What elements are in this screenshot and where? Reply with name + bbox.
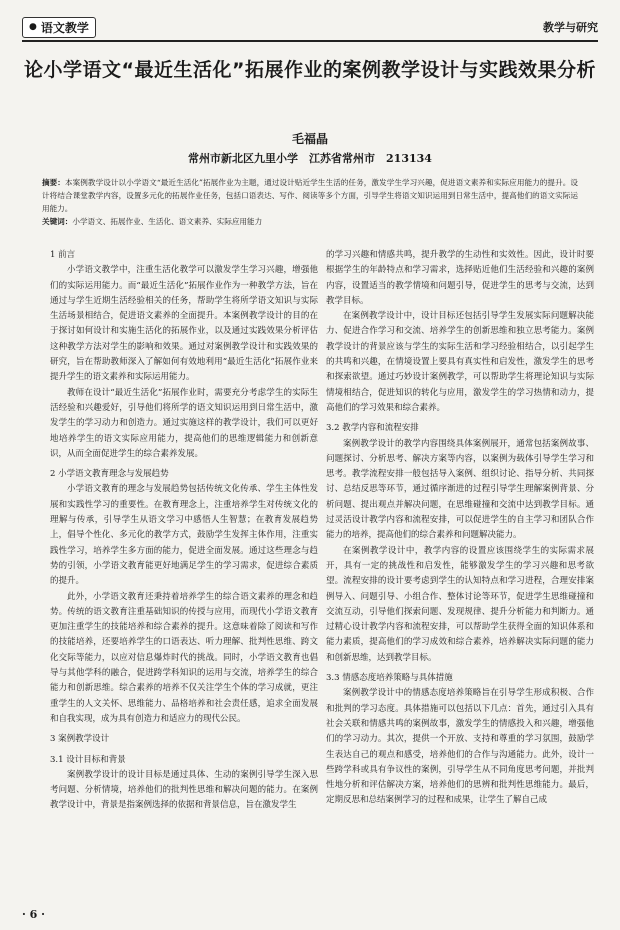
body-paragraph: 案例教学设计中的情感态度培养策略旨在引导学生形成积极、合作和批判的学习态度。具体措施可以包括以下几点：首先，通过引入具有社会关联和情感共鸣的案例故事，激发学生的情感投入和兴趣，增强他们的学习动力。其次，提供一个开放、支持和尊重的学习氛围，鼓励学生表达自己的观点和感受，培养他们的合作与沟通能力。此外，设计一些跨学科或具有争议性的案例，引导学生从不同角度思考问题，并批判性地分析和评估解决方案，培养他们的思辨和批判性思维能力。最后，定期反思和总结案例学习的过程和成果，让学生了解自己成 (326, 688, 594, 806)
section-heading: 3.1 设计目标和背景 (50, 754, 126, 765)
section-label: 教学与研究 (543, 21, 598, 34)
body-paragraph: 在案例教学设计中，教学内容的设置应该围绕学生的实际需求展开，具有一定的挑战性和启发性，能够激发学生的学习兴趣和思考欲望。流程安排的设计要考虑到学生的认知特点和学习进程，合理安排案例导入、问题引导、小组合作、整体讨论等环节，促进学生思维碰撞和交流互动，引导他们探索问题、发现规律、提升分析能力和判断力。通过精心设计教学内容和流程安排，可以帮助学生获得全面的知识体系和能力素质，提高他们的学习成效和综合素养，培养解决实际问题的能力和创新思维，达到教学目标。 (326, 545, 594, 663)
body-paragraph: 小学语文教育的理念与发展趋势包括传统文化传承、学生主体性发展和实践性学习的重要性。在教育理念上，注重培养学生对传统文化的理解与传承，引导学生从语文学习中感悟人生智慧；在教育发展趋势上，倡导个性化、多元化的教学方式，鼓励学生发挥主体作用，注重实践性学习，培养学生多方面的能力，促进全面发展。通过这些理念与趋势的引领，小学语文教育能更好地满足学生的学习需求，促进综合素质的提升。 (50, 484, 318, 587)
body-paragraph: 小学语文教学中，注重生活化教学可以激发学生学习兴趣，增强他们的实际运用能力。而“最近生活化”拓展作业作为一种教学方法，旨在通过与学生近期生活经验相关的任务，帮助学生将所学语文知识与实际生活场景相结合，促进语文素养的全面提升。本案例教学设计的目的在于探讨如何设计和实施生活化的拓展作业，以及通过实践效果分析评估这种教学方法对学生的影响和效果。通过对案例教学设计和实践效果的研究，旨在帮助教师深入了解如何有效地利用“最近生活化”拓展作业来提升学生的语文素养和实际运用能力。 (50, 265, 318, 383)
abstract-text: 本案例教学设计以小学语文“最近生活化”拓展作业为主题，通过设计贴近学生生活的任务，激发学生学习兴趣，促进语文素养和实际应用能力的提升。设计将结合课堂教学内容，设置多元化的拓展作业任务，包括口语表达、写作、阅读等多个方面，引导学生将语文知识运用到日常生活中，提高他们的语文实际运用能力。 (42, 178, 578, 213)
body-paragraph: 在案例教学设计中，设计目标还包括引导学生发展实际问题解决能力、促进合作学习和交流、培养学生的创新思维和独立思考能力。案例教学设计的背景应该与学生的实际生活和学习经验相结合，以引起学生的共鸣和兴趣，在情境设置上要具有真实性和启发性，激发学生的思考和探索欲望。通过巧妙设计案例教学，可以帮助学生将理论知识与实际情境相结合，促进知识的转化与应用，激发学生的学习热情和动力，提高他们的学习效果和综合素养。 (326, 311, 594, 413)
body-paragraph: 此外，小学语文教育还秉持着培养学生的综合语文素养的理念和趋势。传统的语文教育注重基础知识的传授与应用，而现代小学语文教育更加注重学生的技能培养和综合素养的提升。这意味着除了阅读和写作的技能培养，还要培养学生的口语表达、听力理解、批判性思维、跨文化交际等能力，以应对信息爆炸时代的挑战。同时，小学语文教育也倡导与其他学科的融合，促进跨学科知识的运用与交流，培养学生的综合能力和创新思维。综合素养的培养不仅关注学生个体的学习成就，更注重学生的人文关怀、思维能力、品格培养和社会责任感，追求全面发展和自我实现，成为具有创造力和适应力的现代公民。 (50, 591, 318, 724)
bullet-icon: ● (29, 22, 37, 32)
body-paragraph: 案例教学设计的教学内容围绕具体案例展开，通常包括案例故事、问题探讨、分析思考、解决方案等内容，以案例为载体引导学生学习和思考。教学流程安排一般包括导入案例、组织讨论、指导分析、共同探讨、总结反思等环节，通过循序渐进的过程引导学生理解案例背景、分析问题、提出观点并解决问题，在思维碰撞和交流中达到教学目标。通过灵活设计教学内容和流程安排，可以促进学生的自主学习和团队合作能力的培养，提高他们的综合素养和问题解决能力。 (326, 438, 594, 541)
abstract (42, 176, 578, 215)
body-paragraph: 案例教学设计的设计目标是通过具体、生动的案例引导学生深入思考问题、分析情境，培养他们的批判性思维和解决问题的能力。在案例教学设计中，背景是指案例选择的依据和背景信息，旨在激发学生 (50, 769, 318, 811)
journal-name: 语文教学 (40, 20, 89, 35)
left-column (50, 248, 318, 814)
keywords (42, 215, 578, 228)
right-column (326, 248, 594, 809)
body-paragraph: 的学习兴趣和情感共鸣，提升教学的生动性和实效性。因此，设计时要根据学生的年龄特点和学习需求，选择贴近他们生活经验和兴趣的案例内容，设置适当的教学情境和问题引导，促进学生的思考与交流，达到教学目标。 (326, 250, 594, 306)
section-heading: 3 案例教学设计 (50, 734, 110, 745)
body-paragraph: 教师在设计“最近生活化”拓展作业时，需要充分考虑学生的实际生活经验和兴趣爱好，引导他们将所学的语文知识运用到日常生活中，激发学生的学习动力和创造力。通过实施这样的教学设计，我们可以更好地培养学生的语文实际应用能力，提高他们的思维逻辑能力和创新意识，从而全面促进学生的综合素养发展。 (50, 387, 318, 459)
page-number: · 6 · (22, 908, 45, 921)
abstract-block (42, 176, 578, 228)
keywords-label: 关键词： (42, 217, 73, 226)
abstract-label: 摘要： (42, 178, 65, 187)
article-title: 论小学语文“最近生活化”拓展作业的案例教学设计与实践效果分析 (24, 59, 596, 81)
keywords-text: 小学语文、拓展作业、生活化、语文素养、实际应用能力 (72, 217, 263, 226)
author-name: 毛福晶 (291, 132, 328, 146)
running-header (22, 16, 598, 38)
section-heading: 3.3 情感态度培养策略与具体措施 (326, 673, 453, 684)
journal-tag (22, 17, 96, 38)
section-heading: 2 小学语文教育理念与发展趋势 (50, 469, 169, 480)
section-heading: 1 前言 (50, 250, 76, 260)
section-heading: 3.2 教学内容和流程安排 (326, 423, 419, 434)
header-divider (22, 40, 598, 42)
author-affiliation: 常州市新北区九里小学 江苏省常州市 213134 (188, 152, 432, 165)
